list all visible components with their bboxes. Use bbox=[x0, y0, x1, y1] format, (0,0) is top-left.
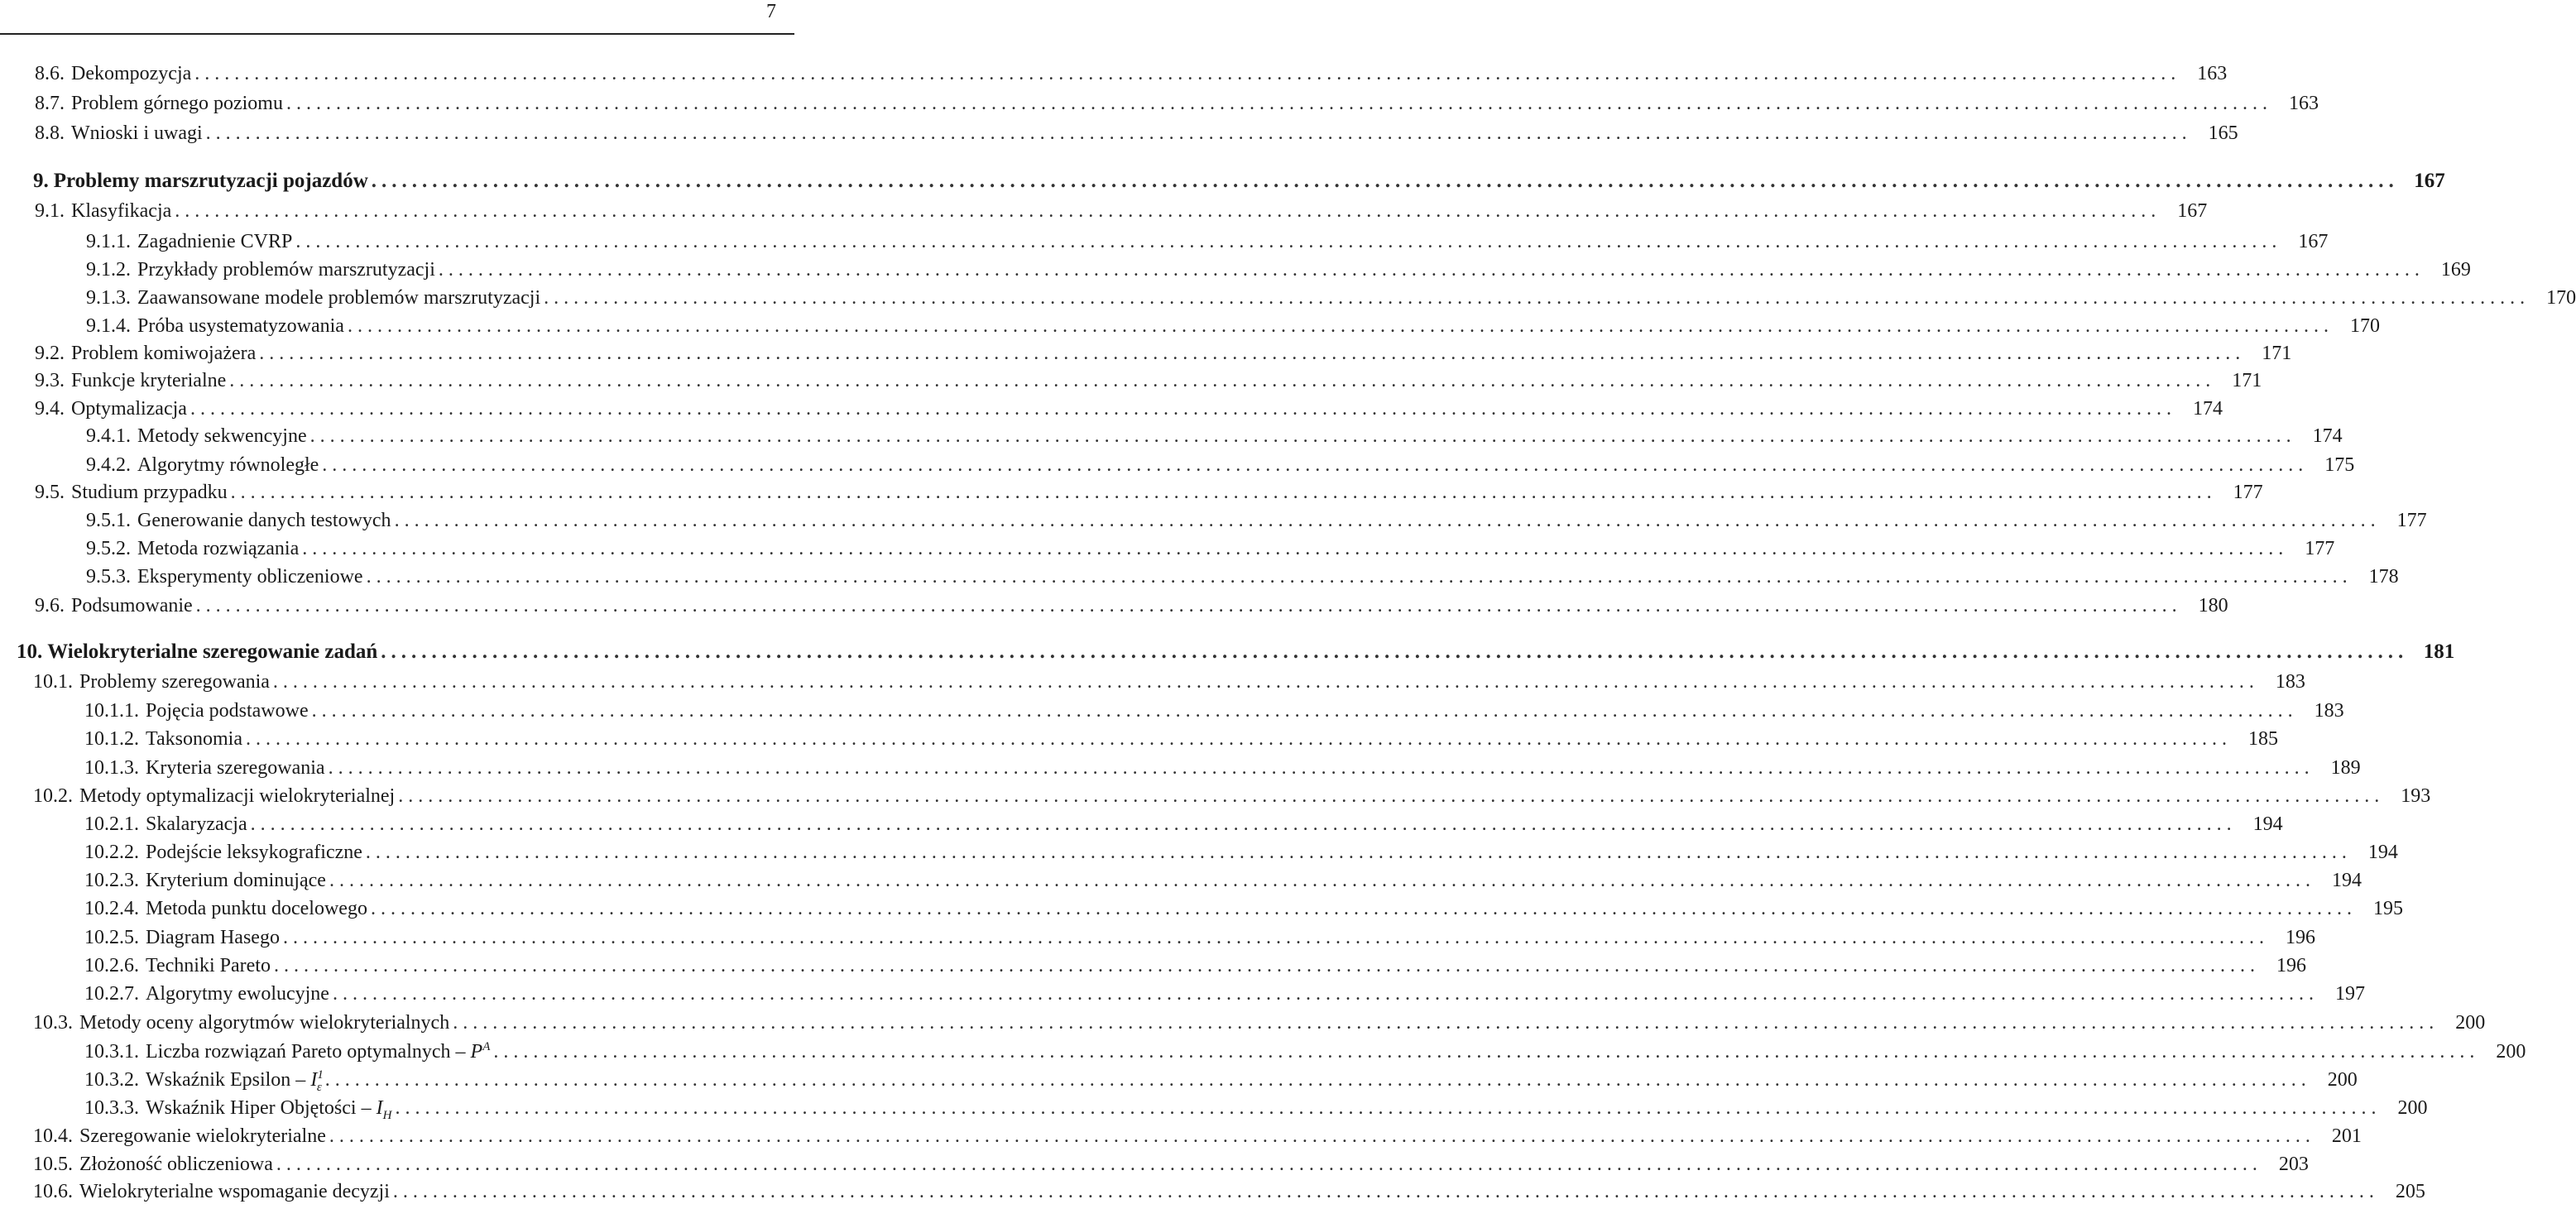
entry-title-text: Szeregowanie wielokryterialne bbox=[79, 1125, 326, 1147]
dot-leader: ........................................................................................................................................................................................................ bbox=[395, 1097, 2382, 1119]
toc-entry[interactable] bbox=[86, 312, 2380, 340]
math-base: P bbox=[470, 1041, 483, 1063]
entry-number: 9.5.2. bbox=[86, 538, 131, 559]
entry-page-number: 171 bbox=[2262, 343, 2292, 364]
dot-leader: ........................................................................................................................................................................................................ bbox=[332, 983, 2319, 1005]
entry-number: 9.5.1. bbox=[86, 510, 131, 531]
entry-title-text: Wskaźnik Hiper Objętości – bbox=[146, 1097, 372, 1119]
entry-title-text: Optymalizacja bbox=[71, 398, 187, 420]
entry-page-number: 193 bbox=[2401, 785, 2431, 807]
dot-leader: ........................................................................................................................................................................................................ bbox=[347, 315, 2334, 337]
entry-page-number: 205 bbox=[2395, 1181, 2425, 1202]
entry-title-text: Techniki Pareto bbox=[146, 955, 271, 976]
dot-leader: ........................................................................................................................................................................................................ bbox=[175, 200, 2161, 222]
dot-leader: ........................................................................................................................................................................................................ bbox=[309, 425, 2296, 447]
toc-entry[interactable] bbox=[33, 1178, 2425, 1206]
toc-entry[interactable] bbox=[33, 1122, 2362, 1150]
dot-leader: ........................................................................................................................................................................................................ bbox=[195, 595, 2182, 616]
dot-leader: ........................................................................................................................................................................................................ bbox=[370, 898, 2357, 919]
entry-page-number: 196 bbox=[2276, 955, 2306, 976]
entry-title-text: Wnioski i uwagi bbox=[71, 122, 203, 144]
dot-leader: ........................................................................................................................................................................................................ bbox=[259, 343, 2246, 364]
math-subscript: H bbox=[382, 1108, 392, 1122]
entry-number: 10.2.6. bbox=[84, 955, 139, 976]
entry-title-text: Metoda rozwiązania bbox=[137, 538, 300, 559]
toc-entry[interactable] bbox=[84, 866, 2362, 895]
entry-number: 10.2.1. bbox=[84, 813, 139, 835]
entry-title-text: Taksonomia bbox=[146, 728, 242, 750]
entry-page-number: 180 bbox=[2198, 595, 2228, 616]
entry-title bbox=[139, 924, 280, 952]
dot-leader: ........................................................................................................................................................................................................ bbox=[371, 170, 2399, 192]
entry-title bbox=[139, 697, 309, 725]
entry-number: 8.8. bbox=[35, 122, 65, 144]
entry-number: 9.1.1. bbox=[86, 231, 131, 252]
entry-number: 10.4. bbox=[33, 1125, 73, 1147]
entry-title-text: Problem górnego poziomu bbox=[71, 93, 283, 114]
entry-page-number: 177 bbox=[2233, 482, 2263, 503]
entry-title-text: Pojęcia podstawowe bbox=[146, 700, 309, 722]
entry-page-number: 163 bbox=[2197, 63, 2228, 84]
entry-number: 9.2. bbox=[35, 343, 65, 364]
entry-number: 10.1.3. bbox=[84, 757, 139, 779]
entry-title bbox=[65, 197, 171, 225]
dot-leader: ........................................................................................................................................................................................................ bbox=[245, 728, 2232, 750]
entry-number: 10.2.4. bbox=[84, 898, 139, 919]
entry-title-text: Metody sekwencyjne bbox=[137, 425, 307, 447]
entry-title bbox=[131, 563, 363, 591]
entry-page-number: 197 bbox=[2334, 983, 2365, 1005]
entry-page-number: 200 bbox=[2455, 1012, 2486, 1034]
toc-entry[interactable] bbox=[84, 697, 2344, 725]
entry-title-text: Podsumowanie bbox=[71, 595, 193, 616]
entry-number: 10.2. bbox=[33, 785, 73, 807]
entry-title bbox=[65, 395, 187, 423]
entry-title bbox=[131, 451, 319, 479]
entry-page-number: 194 bbox=[2252, 813, 2283, 835]
entry-page-number: 171 bbox=[2232, 370, 2262, 391]
entry-title-text: Metoda punktu docelowego bbox=[146, 898, 367, 919]
entry-title bbox=[139, 754, 325, 782]
entry-page-number: 195 bbox=[2372, 898, 2403, 919]
entry-page-number: 175 bbox=[2324, 454, 2355, 476]
entry-title bbox=[73, 1122, 326, 1150]
dot-leader: ........................................................................................................................................................................................................ bbox=[493, 1041, 2480, 1063]
toc-entry[interactable] bbox=[84, 895, 2403, 923]
entry-title-text: Wielokryterialne wspomaganie decyzji bbox=[79, 1181, 390, 1202]
toc-entry[interactable] bbox=[35, 89, 2319, 118]
dot-leader: ........................................................................................................................................................................................................ bbox=[282, 927, 2269, 948]
toc-entry[interactable] bbox=[35, 339, 2292, 367]
entry-number: 9.5. bbox=[35, 482, 65, 503]
entry-number: 9.3. bbox=[35, 370, 65, 391]
entry-title bbox=[73, 1150, 273, 1178]
dot-leader: ........................................................................................................................................................................................................ bbox=[229, 370, 2216, 391]
entry-title bbox=[139, 838, 362, 866]
toc-entry[interactable] bbox=[35, 119, 2238, 147]
entry-page-number: 174 bbox=[2312, 425, 2343, 447]
toc-entry[interactable] bbox=[84, 754, 2361, 782]
entry-number: 10.2.2. bbox=[84, 842, 139, 863]
entry-number: 10.6. bbox=[33, 1181, 73, 1202]
entry-page-number: 167 bbox=[2414, 170, 2445, 192]
dot-leader: ........................................................................................................................................................................................................ bbox=[272, 671, 2259, 693]
toc-entry[interactable] bbox=[84, 838, 2398, 866]
toc-entry[interactable] bbox=[86, 422, 2343, 450]
toc-entry[interactable] bbox=[84, 924, 2315, 952]
entry-page-number: 163 bbox=[2288, 93, 2319, 114]
dot-leader: ........................................................................................................................................................................................................ bbox=[194, 63, 2181, 84]
entry-title bbox=[65, 592, 193, 620]
math-symbol bbox=[471, 1041, 491, 1063]
entry-title bbox=[139, 810, 247, 838]
dot-leader: ........................................................................................................................................................................................................ bbox=[366, 566, 2353, 588]
toc-entry[interactable] bbox=[86, 451, 2355, 479]
entry-title bbox=[139, 866, 326, 895]
toc-entry[interactable] bbox=[35, 197, 2208, 225]
entry-title-text: Funkcje kryterialne bbox=[71, 370, 227, 391]
entry-title-text: Algorytmy ewolucyjne bbox=[146, 983, 329, 1005]
entry-title-text: Skalaryzacja bbox=[146, 813, 247, 835]
entry-page-number: 189 bbox=[2330, 757, 2361, 779]
entry-page-number: 177 bbox=[2305, 538, 2335, 559]
entry-title-text: Metody optymalizacji wielokryterialnej bbox=[79, 785, 396, 807]
dot-leader: ........................................................................................................................................................................................................ bbox=[544, 287, 2530, 309]
entry-page-number: 165 bbox=[2208, 122, 2238, 144]
entry-page-number: 201 bbox=[2331, 1125, 2362, 1147]
entry-title-text: Liczba rozwiązań Pareto optymalnych – bbox=[146, 1041, 466, 1063]
entry-number: 10.2.5. bbox=[84, 927, 139, 948]
entry-page-number: 194 bbox=[2331, 870, 2362, 891]
dot-leader: ........................................................................................................................................................................................................ bbox=[365, 842, 2352, 863]
toc-entry[interactable] bbox=[86, 535, 2335, 563]
entry-title-text: Dekompozycja bbox=[71, 63, 192, 84]
entry-title-text: Wskaźnik Epsilon – bbox=[146, 1069, 306, 1091]
math-superscript: 1 bbox=[317, 1068, 324, 1082]
dot-leader: ........................................................................................................................................................................................................ bbox=[302, 538, 2289, 559]
entry-page-number: 178 bbox=[2368, 566, 2399, 588]
toc-entry[interactable] bbox=[86, 563, 2399, 591]
entry-title bbox=[131, 506, 391, 535]
dot-leader: ........................................................................................................................................................................................................ bbox=[230, 482, 2217, 503]
entry-number: 9.1.4. bbox=[86, 315, 131, 337]
toc-entry[interactable] bbox=[35, 60, 2228, 88]
entry-page-number: 196 bbox=[2285, 927, 2315, 948]
math-superscript: A bbox=[482, 1040, 491, 1053]
entry-title bbox=[139, 1038, 490, 1066]
toc-entry[interactable] bbox=[84, 1066, 2358, 1094]
dot-leader: ........................................................................................................................................................................................................ bbox=[273, 955, 2260, 976]
entry-number: 10.1. bbox=[33, 671, 73, 693]
entry-page-number: 170 bbox=[2546, 287, 2576, 309]
toc-entry[interactable] bbox=[35, 592, 2228, 620]
toc-entry[interactable] bbox=[84, 1038, 2526, 1066]
entry-title-text: Kryteria szeregowania bbox=[146, 757, 325, 779]
dot-leader: ........................................................................................................................................................................................................ bbox=[285, 93, 2272, 114]
dot-leader: ........................................................................................................................................................................................................ bbox=[453, 1012, 2439, 1034]
entry-page-number: 200 bbox=[2397, 1097, 2428, 1119]
dot-leader: ........................................................................................................................................................................................................ bbox=[438, 259, 2425, 281]
toc-entry[interactable] bbox=[35, 367, 2262, 395]
entry-page-number: 200 bbox=[2327, 1069, 2358, 1091]
toc-entry[interactable] bbox=[84, 952, 2306, 980]
entry-title-text: Eksperymenty obliczeniowe bbox=[137, 566, 363, 588]
entry-number: 10.5. bbox=[33, 1154, 73, 1175]
entry-number: 9.1.2. bbox=[86, 259, 131, 281]
entry-title-text: Problemy szeregowania bbox=[79, 671, 270, 693]
toc-entry[interactable] bbox=[33, 668, 2305, 696]
entry-page-number: 185 bbox=[2247, 728, 2278, 750]
entry-title bbox=[65, 339, 256, 367]
entry-number: 9.1.3. bbox=[86, 287, 131, 309]
entry-number: 10.1.1. bbox=[84, 700, 139, 722]
entry-number: 10.3.3. bbox=[84, 1097, 139, 1119]
entry-title-text: Algorytmy równoległe bbox=[137, 454, 319, 476]
entry-title bbox=[131, 422, 307, 450]
entry-title bbox=[131, 312, 344, 340]
dot-leader: ........................................................................................................................................................................................................ bbox=[328, 757, 2315, 779]
entry-title-text: Generowanie danych testowych bbox=[137, 510, 391, 531]
entry-page-number: 183 bbox=[2275, 671, 2305, 693]
entry-title bbox=[131, 535, 299, 563]
entry-number: 8.6. bbox=[35, 63, 65, 84]
entry-page-number: 169 bbox=[2440, 259, 2471, 281]
dot-leader: ........................................................................................................................................................................................................ bbox=[250, 813, 2237, 835]
entry-title-text: Złożoność obliczeniowa bbox=[79, 1154, 273, 1175]
entry-title-text: Klasyfikacja bbox=[71, 200, 172, 222]
entry-title-text: Diagram Hasego bbox=[146, 927, 280, 948]
entry-title bbox=[73, 1178, 390, 1206]
entry-title bbox=[65, 119, 203, 147]
entry-title-text: Przykłady problemów marszrutyzacji bbox=[137, 259, 435, 281]
math-symbol bbox=[310, 1068, 324, 1094]
entry-page-number: 194 bbox=[2367, 842, 2398, 863]
toc-entry[interactable] bbox=[86, 284, 2576, 312]
entry-number: 9.1. bbox=[35, 200, 65, 222]
entry-title-text: Zagadnienie CVRP bbox=[137, 231, 293, 252]
dot-leader: ........................................................................................................................................................................................................ bbox=[381, 640, 2409, 663]
entry-title bbox=[73, 668, 270, 696]
entry-title bbox=[65, 367, 226, 395]
math-base: I bbox=[310, 1069, 318, 1091]
entry-number: 9.6. bbox=[35, 595, 65, 616]
entry-title-text: Wielokryterialne szeregowanie zadań bbox=[47, 640, 378, 663]
toc-entry[interactable] bbox=[86, 506, 2427, 535]
entry-title bbox=[73, 782, 395, 810]
entry-title-text: Studium przypadku bbox=[71, 482, 228, 503]
entry-title-text: Próba usystematyzowania bbox=[137, 315, 344, 337]
entry-title bbox=[42, 638, 377, 666]
dot-leader: ........................................................................................................................................................................................................ bbox=[189, 398, 2176, 420]
toc-entry[interactable] bbox=[84, 725, 2278, 753]
math-subscript: ε bbox=[316, 1080, 322, 1094]
entry-title bbox=[131, 256, 435, 284]
dot-leader: ........................................................................................................................................................................................................ bbox=[295, 231, 2282, 252]
dot-leader: ........................................................................................................................................................................................................ bbox=[329, 870, 2315, 891]
entry-page-number: 200 bbox=[2496, 1041, 2526, 1063]
entry-page-number: 167 bbox=[2298, 231, 2329, 252]
math-symbol bbox=[376, 1097, 392, 1122]
entry-number: 9. bbox=[33, 170, 49, 192]
entry-title-text: Problem komiwojażera bbox=[71, 343, 257, 364]
toc-entry[interactable] bbox=[35, 395, 2223, 423]
dot-leader: ........................................................................................................................................................................................................ bbox=[392, 1181, 2379, 1202]
entry-page-number: 170 bbox=[2349, 315, 2380, 337]
toc-entry[interactable] bbox=[33, 1009, 2486, 1037]
entry-title bbox=[65, 89, 283, 118]
entry-title bbox=[139, 952, 271, 980]
entry-number: 10. bbox=[17, 640, 43, 663]
entry-title bbox=[65, 478, 228, 506]
dot-leader: ........................................................................................................................................................................................................ bbox=[329, 1125, 2315, 1147]
entry-page-number: 174 bbox=[2192, 398, 2223, 420]
entry-number: 9.5.3. bbox=[86, 566, 131, 588]
toc-entry[interactable] bbox=[84, 980, 2365, 1008]
entry-number: 9.4. bbox=[35, 398, 65, 420]
toc-chapter-entry[interactable] bbox=[33, 167, 2445, 195]
dot-leader: ........................................................................................................................................................................................................ bbox=[394, 510, 2381, 531]
entry-title bbox=[49, 167, 368, 195]
toc-entry[interactable] bbox=[86, 228, 2329, 256]
entry-title bbox=[131, 284, 540, 312]
entry-title bbox=[65, 60, 191, 88]
toc-entry[interactable] bbox=[84, 810, 2283, 838]
entry-page-number: 177 bbox=[2396, 510, 2427, 531]
dot-leader: ........................................................................................................................................................................................................ bbox=[276, 1154, 2262, 1175]
entry-title-text: Podejście leksykograficzne bbox=[146, 842, 362, 863]
toc-chapter-entry[interactable] bbox=[17, 638, 2455, 666]
entry-number: 10.3. bbox=[33, 1012, 73, 1034]
dot-leader: ........................................................................................................................................................................................................ bbox=[398, 785, 2385, 807]
dot-leader: ........................................................................................................................................................................................................ bbox=[311, 700, 2298, 722]
entry-number: 10.3.2. bbox=[84, 1069, 139, 1091]
dot-leader: ........................................................................................................................................................................................................ bbox=[322, 454, 2309, 476]
entry-number: 10.1.2. bbox=[84, 728, 139, 750]
entry-page-number: 181 bbox=[2423, 640, 2455, 663]
entry-title-text: Problemy marszrutyzacji pojazdów bbox=[53, 170, 368, 192]
entry-number: 9.4.1. bbox=[86, 425, 131, 447]
entry-title-text: Kryterium dominujące bbox=[146, 870, 326, 891]
dot-leader: ........................................................................................................................................................................................................ bbox=[205, 122, 2192, 144]
toc-entry[interactable] bbox=[86, 256, 2471, 284]
entry-title bbox=[131, 228, 292, 256]
entry-page-number: 183 bbox=[2314, 700, 2344, 722]
toc-entry[interactable] bbox=[33, 1150, 2309, 1178]
entry-title bbox=[139, 980, 329, 1008]
entry-title bbox=[139, 1066, 322, 1094]
page-number: 7 bbox=[766, 1, 776, 22]
entry-title-text: Metody oceny algorytmów wielokryterialnych bbox=[79, 1012, 450, 1034]
toc-entry[interactable] bbox=[35, 478, 2263, 506]
entry-title bbox=[139, 895, 367, 923]
entry-title bbox=[73, 1009, 449, 1037]
dot-leader: ........................................................................................................................................................................................................ bbox=[324, 1069, 2311, 1091]
header-rule bbox=[0, 33, 794, 35]
entry-page-number: 167 bbox=[2177, 200, 2208, 222]
entry-title bbox=[139, 725, 242, 753]
math-base: I bbox=[376, 1097, 383, 1119]
entry-number: 8.7. bbox=[35, 93, 65, 114]
entry-number: 10.2.3. bbox=[84, 870, 139, 891]
toc-entry[interactable] bbox=[33, 782, 2431, 810]
toc-entry[interactable] bbox=[84, 1094, 2428, 1122]
entry-number: 10.3.1. bbox=[84, 1041, 139, 1063]
entry-page-number: 203 bbox=[2278, 1154, 2309, 1175]
entry-number: 10.2.7. bbox=[84, 983, 139, 1005]
entry-number: 9.4.2. bbox=[86, 454, 131, 476]
entry-title-text: Zaawansowane modele problemów marszrutyzacji bbox=[137, 287, 541, 309]
entry-title bbox=[139, 1094, 391, 1122]
